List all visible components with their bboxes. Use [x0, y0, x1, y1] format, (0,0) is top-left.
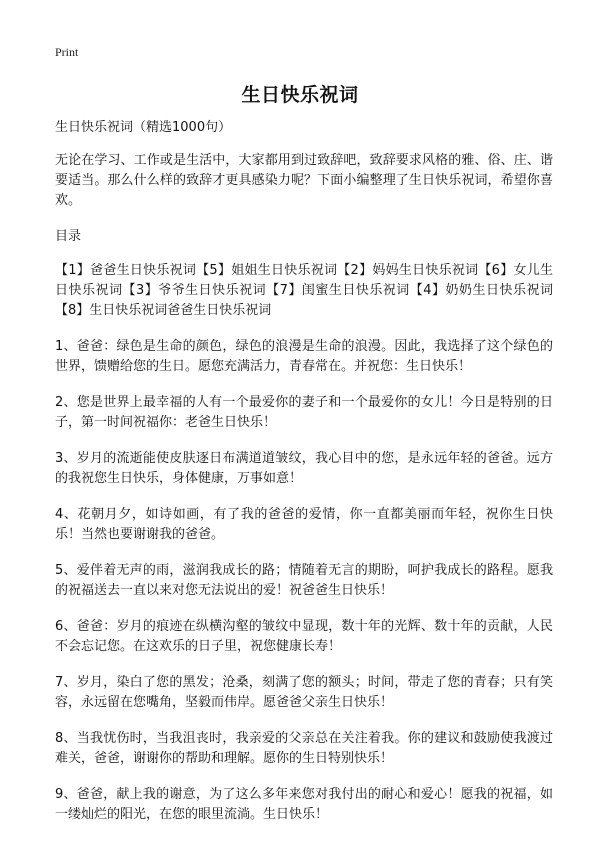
- wish-paragraph: 3、岁月的流逝能使皮肤逐日布满道道皱纹，我心目中的您，是永远年轻的爸爸。远方的我祝您生日快乐，身体健康，万事如意！: [55, 451, 553, 486]
- wish-paragraph: 4、花朝月夕，如诗如画，有了我的爸爸的爱情，你一直都美丽而年轻，祝你生日快乐！当然也要谢谢我的爸爸。: [55, 507, 553, 542]
- wish-paragraph: 1、爸爸：绿色是生命的颜色，绿色的浪漫是生命的浪漫。因此，我选择了这个绿色的世界，馈赠给您的生日。愿您充满活力，青春常在。并祝您：生日快乐！: [55, 339, 553, 374]
- toc-list: 【1】爸爸生日快乐祝词【5】姐姐生日快乐祝词【2】妈妈生日快乐祝词【6】女儿生日快乐祝词【3】爷爷生日快乐祝词【7】闺蜜生日快乐祝词【4】奶奶生日快乐祝词【8】生日快乐祝词爸爸生日快乐祝词: [55, 263, 553, 318]
- print-link[interactable]: Print: [55, 45, 79, 59]
- wish-paragraph: 8、当我忧伤时，当我沮丧时，我亲爱的父亲总在关注着我。你的建议和鼓励使我渡过难关，爸爸，谢谢你的帮助和理解。愿你的生日特别快乐！: [55, 731, 553, 766]
- wish-paragraph: 9、爸爸，献上我的谢意，为了这么多年来您对我付出的耐心和爱心！愿我的祝福，如一缕灿烂的阳光，在您的眼里流淌。生日快乐！: [55, 787, 553, 822]
- document-subtitle: 生日快乐祝词（精选1000句）: [55, 120, 232, 135]
- intro-paragraph: 无论在学习、工作或是生活中，大家都用到过致辞吧，致辞要求风格的雅、俗、庄、谐要适当。那么什么样的致辞才更具感染力呢？下面小编整理了生日快乐祝词，希望你喜欢。: [55, 153, 553, 208]
- wish-paragraph: 2、您是世界上最幸福的人有一个最爱你的妻子和一个最爱你的女儿！今日是特别的日子，第一时间祝福你：老爸生日快乐！: [55, 395, 553, 430]
- toc-heading: 目录: [55, 229, 82, 244]
- wish-paragraph: 5、爱伴着无声的雨，滋润我成长的路；情随着无言的期盼，呵护我成长的路程。愿我的祝福送去一直以来对您无法说出的爱！祝爸爸生日快乐！: [55, 563, 553, 598]
- wish-paragraph: 7、岁月，染白了您的黑发；沧桑，刻满了您的额头；时间，带走了您的青春；只有笑容，永远留在您嘴角，坚毅而伟岸。愿爸爸父亲生日快乐！: [55, 675, 553, 710]
- page-title: 生日快乐祝词: [241, 84, 359, 106]
- wish-paragraph: 6、爸爸：岁月的痕迹在纵横沟壑的皱纹中显现，数十年的光辉、数十年的贡献，人民不会忘记您。在这欢乐的日子里，祝您健康长寿！: [55, 619, 553, 654]
- document-body: [55, 118, 553, 841]
